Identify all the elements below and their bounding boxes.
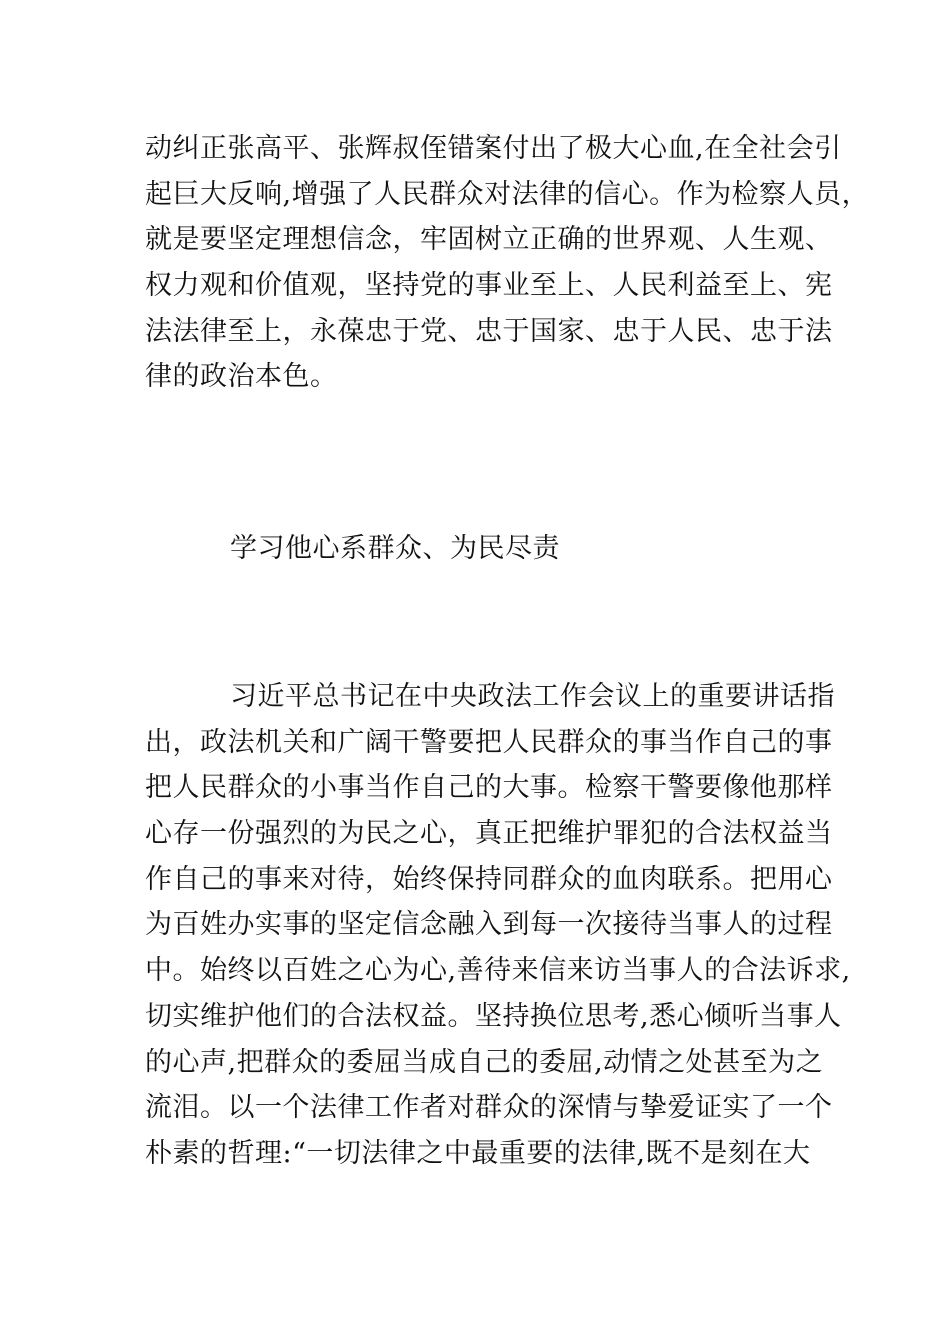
paragraph-line: 起巨大反响,增强了人民群众对法律的信心。作为检察人员，	[145, 178, 870, 210]
paragraph-2	[145, 674, 851, 1177]
paragraph-line: 把人民群众的小事当作自己的大事。检察干警要像他那样	[145, 772, 833, 804]
paragraph-line: 为百姓办实事的坚定信念融入到每一次接待当事人的过程	[145, 909, 833, 941]
paragraph-line: 切实维护他们的合法权益。坚持换位思考,悉心倾听当事人	[145, 1000, 842, 1032]
paragraph-line: 的心声,把群众的委屈当成自己的委屈,动情之处甚至为之	[145, 1046, 824, 1078]
paragraph-line: 就是要坚定理想信念，牢固树立正确的世界观、人生观、	[145, 224, 833, 256]
paragraph-line: 律的政治本色。	[145, 361, 338, 393]
section-heading: 学习他心系群众、为民尽责	[230, 533, 560, 564]
paragraph-line: 心存一份强烈的为民之心，真正把维护罪犯的合法权益当	[145, 818, 833, 850]
paragraph-line: 法法律至上，永葆忠于党、忠于国家、忠于人民、忠于法	[145, 315, 833, 347]
paragraph-1	[145, 126, 870, 400]
paragraph-line: 权力观和价值观，坚持党的事业至上、人民利益至上、宪	[145, 270, 833, 302]
paragraph-line: 作自己的事来对待，始终保持同群众的血肉联系。把用心	[145, 863, 833, 895]
paragraph-line: 出，政法机关和广阔干警要把人民群众的事当作自己的事	[145, 726, 833, 758]
paragraph-line: 习近平总书记在中央政法工作会议上的重要讲话指	[230, 681, 835, 712]
paragraph-line: 朴素的哲理:“一切法律之中最重要的法律,既不是刻在大	[145, 1137, 811, 1169]
paragraph-line: 动纠正张高平、张辉叔侄错案付出了极大心血,在全社会引	[145, 133, 842, 164]
paragraph-line: 流泪。以一个法律工作者对群众的深情与挚爱证实了一个	[145, 1092, 833, 1124]
paragraph-line: 中。始终以百姓之心为心,善待来信来访当事人的合法诉求,	[145, 955, 851, 987]
